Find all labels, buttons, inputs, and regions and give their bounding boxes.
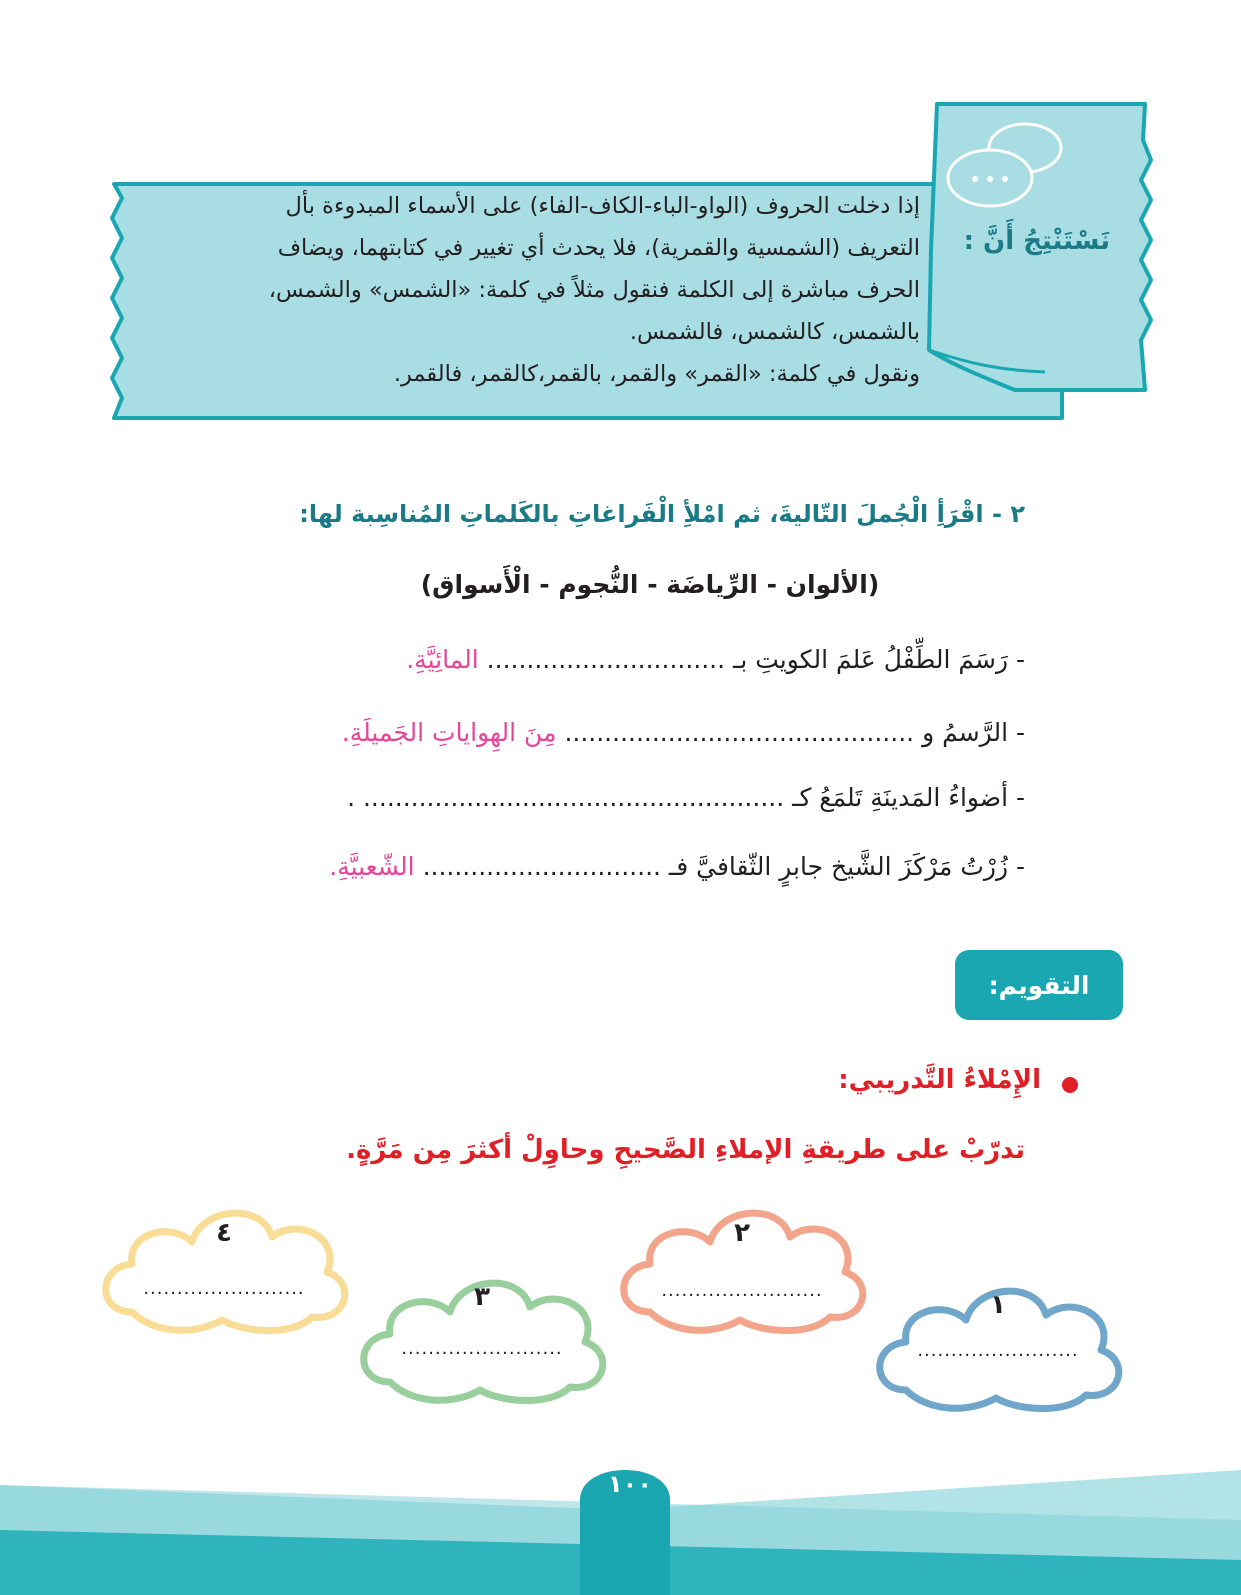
conclusion-line: بالشمس، كالشمس، فالشمس. [629,319,920,345]
cloud-3-number: ٣ [474,1282,490,1312]
sentence-text: - رَسَمَ الطِّفْلُ عَلمَ الكويتِ بـ [733,645,1025,674]
word-bank: (الألوان - الرِّياضَة - النُّجوم - الْأَسواق) [420,570,880,599]
sentence-text: المائِيَّةِ. [406,645,479,674]
conclusion-line: التعريف (الشمسية والقمرية)، فلا يحدث أي تغيير في كتابتهما، ويضاف [277,235,920,261]
conclusion-line: إذا دخلت الحروف (الواو-الباء-الكاف-الفاء) على الأسماء المبدوءة بأل [285,193,920,219]
sentence-4 [305,852,1025,881]
cloud-3-blank[interactable]: ........................ [401,1338,563,1359]
conclusion-line: الحرف مباشرة إلى الكلمة فنقول مثلاً في كلمة: «الشمس» والشمس، [268,277,920,303]
sentence-text: . [347,783,356,812]
sentence-text: - الرَّسمُ و [922,718,1025,747]
conclusion-text [150,185,920,395]
cloud-2-blank[interactable]: ........................ [661,1280,823,1301]
cloud-4-number: ٤ [216,1218,232,1248]
cloud-2-number: ٢ [734,1218,750,1248]
sentence-text: الشّعبيَّةِ. [329,852,415,881]
sentence-2 [305,718,1025,747]
bullet-icon [1062,1077,1078,1093]
sentence-text: - زُرْتُ مَرْكَزَ الشَّيخ جابرٍ الثّقافيَّ فـ [668,852,1025,881]
sentence-text: - أضواءُ المَدينَةِ تَلمَعُ كـ [792,783,1025,812]
fill-blank[interactable]: ..................................................... [362,783,785,812]
cloud-2-icon [610,1192,874,1342]
sentence-text: مِنَ الهِواياتِ الجَميلَةِ. [341,718,557,747]
fill-blank[interactable]: .............................. [422,852,661,881]
dictation-instruction: تدرّبْ على طريقةِ الإملاءِ الصَّحيحِ وحاوِلْ أكثرَ مِن مَرَّةٍ. [346,1135,1025,1165]
sentence-3 [305,783,1025,812]
dictation-heading: الإِمْلاءُ التَّدريبي: [838,1065,1041,1095]
cloud-4-blank[interactable]: ........................ [143,1278,305,1299]
page-number: ١٠٠ [608,1470,652,1498]
exercise-title: ٢ - اقْرَأِ الْجُملَ التّاليةَ، ثم امْلأِ الْفَراغاتِ بالكَلماتِ المُناسِبة لها: [299,500,1025,528]
cloud-4-icon [92,1192,356,1342]
cloud-1-number: ١ [990,1290,1006,1320]
conclusion-line: ونقول في كلمة: «القمر» والقمر، بالقمر،كالقمر، فالقمر. [393,361,920,387]
fill-blank[interactable]: .............................. [486,645,726,674]
evaluation-badge: التقويم: [955,950,1123,1020]
sentence-1 [305,645,1025,674]
fill-blank[interactable]: ............................................ [564,718,915,747]
cloud-1-blank[interactable]: ........................ [917,1340,1079,1361]
conclusion-label: نَسْتَنْتِجُ أَنَّ : [963,226,1110,256]
